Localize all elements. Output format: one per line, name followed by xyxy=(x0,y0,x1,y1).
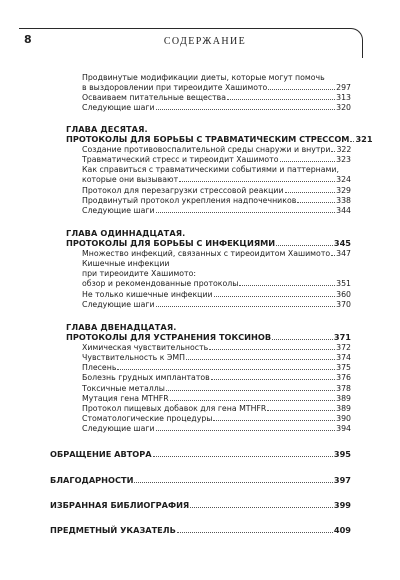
toc-entry: Создание противовоспалительной среды снаружи и внутри 322 xyxy=(82,145,352,154)
toc-entry: Стоматологические процедуры 390 xyxy=(82,414,351,423)
toc-entry: Продвинутый протокол укрепления надпочечников 338 xyxy=(82,196,351,205)
backmatter-entry: ОБРАЩЕНИЕ АВТОРА 395 xyxy=(50,449,351,459)
toc-entry: Болезнь грудных имплантатов 376 xyxy=(82,373,351,382)
chapter-title: ПРОТОКОЛЫ ДЛЯ БОРЬБЫ С ИНФЕКЦИЯМИ 345 xyxy=(66,238,351,248)
toc-entry: в выздоровлении при тиреоидите Хашимото 297 xyxy=(82,83,351,92)
toc-entry: Протокол для перезагрузки стрессовой реакции 329 xyxy=(82,186,351,195)
chapter-heading: ГЛАВА ДЕСЯТАЯ. xyxy=(66,124,148,134)
toc-entry: Как справиться с травматическими событиями и паттернами, xyxy=(82,165,339,174)
toc-entry: Следующие шаги 394 xyxy=(82,424,351,433)
toc-entry: Следующие шаги 370 xyxy=(82,300,351,309)
toc-entry: Осваиваем питательные вещества 313 xyxy=(82,93,351,102)
toc-entry: Множество инфекций, связанных с тиреоидитом Хашимото 347 xyxy=(82,249,352,258)
chapter-heading: ГЛАВА ДВЕНАДЦАТАЯ. xyxy=(66,322,177,332)
toc-entry: Продвинутые модификации диеты, которые могут помочь xyxy=(82,73,325,82)
running-head: СОДЕРЖАНИЕ xyxy=(163,36,247,47)
toc-entry: Следующие шаги 344 xyxy=(82,206,351,215)
toc-entry: Следующие шаги 320 xyxy=(82,103,351,112)
backmatter-entry: ПРЕДМЕТНЫЙ УКАЗАТЕЛЬ 409 xyxy=(50,525,351,535)
toc-entry: Мутация гена MTHFR 389 xyxy=(82,394,351,403)
toc-entry: Чувствительность к ЭМП 374 xyxy=(82,353,351,362)
chapter-title: ПРОТОКОЛЫ ДЛЯ БОРЬБЫ С ТРАВМАТИЧЕСКИМ СТРЕССОМ 321 xyxy=(66,134,373,144)
chapter-title: ПРОТОКОЛЫ ДЛЯ УСТРАНЕНИЯ ТОКСИНОВ 371 xyxy=(66,332,351,342)
backmatter-entry: БЛАГОДАРНОСТИ 397 xyxy=(50,475,351,485)
toc-entry: Травматический стресс и тиреоидит Хашимото 323 xyxy=(82,155,351,164)
backmatter-entry: ИЗБРАННАЯ БИБЛИОГРАФИЯ 399 xyxy=(50,500,351,510)
toc-entry: Не только кишечные инфекции 360 xyxy=(82,290,351,299)
toc-entry: при тиреоидите Хашимото: xyxy=(82,269,196,278)
toc-entry: которые они вызывают 324 xyxy=(82,175,351,184)
toc-entry: Кишечные инфекции xyxy=(82,259,170,268)
chapter-heading: ГЛАВА ОДИННАДЦАТАЯ. xyxy=(66,228,186,238)
toc-entry: обзор и рекомендованные протоколы 351 xyxy=(82,279,351,288)
toc-entry: Плесень 375 xyxy=(82,363,351,372)
toc-entry: Протокол пищевых добавок для гена MTHFR 389 xyxy=(82,404,351,413)
toc-entry: Токсичные металлы 378 xyxy=(82,384,351,393)
toc-entry: Химическая чувствительность 372 xyxy=(82,343,351,352)
page-number: 8 xyxy=(24,33,32,46)
